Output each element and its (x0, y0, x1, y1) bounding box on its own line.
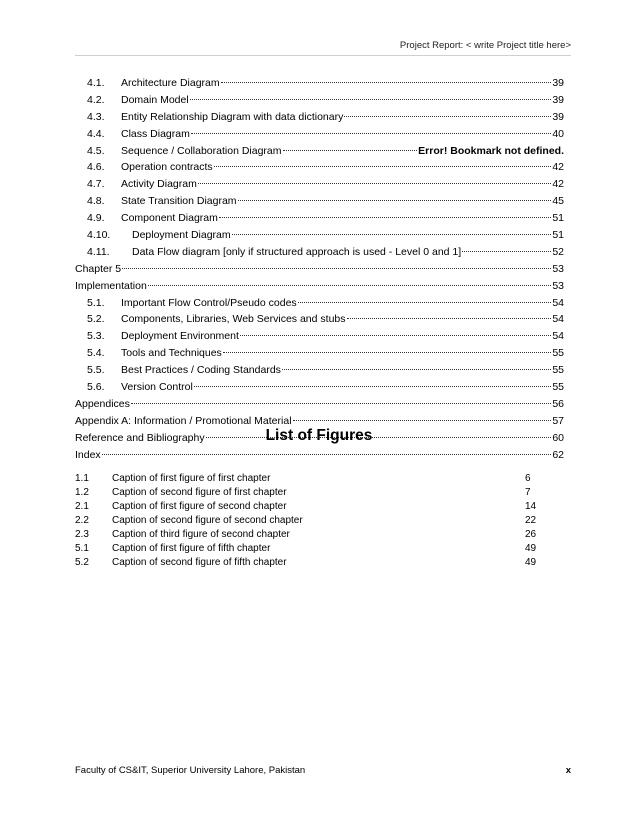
figure-number: 2.3 (75, 529, 89, 540)
toc-entry-title: Activity Diagram (121, 178, 197, 191)
footer-institution: Faculty of CS&IT, Superior University Lahore, Pakistan (75, 765, 306, 776)
toc-entry-page: 45 (552, 195, 564, 208)
running-header: Project Report: < write Project title here> (399, 40, 571, 51)
toc-entry-title: Class Diagram (121, 127, 190, 140)
toc-dot-leader (293, 420, 552, 421)
toc-entry-page: 52 (552, 245, 564, 258)
toc-entry-page: 42 (552, 178, 564, 191)
toc-entry-title: Sequence / Collaboration Diagram (121, 144, 282, 157)
toc-entry-page: 53 (552, 262, 564, 275)
figure-number: 1.1 (75, 473, 89, 484)
figure-entry[interactable] (75, 528, 545, 542)
toc-entry[interactable] (75, 379, 564, 396)
figure-number: 2.2 (75, 515, 89, 526)
toc-entry-page: 54 (552, 330, 564, 343)
toc-entry-page: 39 (552, 77, 564, 89)
toc-entry[interactable] (75, 176, 564, 193)
toc-entry-page: 54 (552, 313, 564, 326)
toc-dot-leader (221, 82, 552, 83)
toc-entry-page: 55 (552, 347, 564, 360)
toc-entry-title: Appendices (75, 397, 130, 410)
toc-entry-number: 5.6. (87, 381, 105, 394)
toc-entry-number: 4.4. (87, 127, 105, 140)
toc-dot-leader (198, 183, 551, 184)
toc-entry-title: Important Flow Control/Pseudo codes (121, 296, 297, 309)
toc-entry[interactable] (75, 210, 564, 227)
figure-entry[interactable] (75, 542, 545, 556)
toc-dot-leader (344, 116, 551, 117)
toc-entry-title: Chapter 5 (75, 262, 122, 275)
toc-entry-title: Deployment Environment (121, 330, 239, 343)
toc-entry[interactable] (75, 295, 564, 312)
toc-entry-title: Index (75, 448, 101, 461)
toc-dot-leader (148, 285, 552, 286)
toc-entry[interactable] (75, 193, 564, 210)
toc-entry-page: 51 (552, 212, 564, 225)
figure-number: 1.2 (75, 487, 89, 498)
figure-caption: Caption of second figure of fifth chapter (112, 557, 287, 568)
toc-dot-leader (214, 166, 552, 167)
toc-entry-page: 60 (552, 431, 564, 444)
toc-entry-number: 4.7. (87, 178, 105, 191)
toc-entry-number: 5.1. (87, 296, 105, 309)
toc-entry[interactable] (75, 92, 564, 109)
toc-entry-page: 53 (552, 279, 564, 292)
toc-dot-leader (298, 302, 552, 303)
figure-entry[interactable] (75, 472, 545, 486)
figure-number: 5.1 (75, 543, 89, 554)
figure-number: 5.2 (75, 557, 89, 568)
toc-entry-number: 4.6. (87, 161, 105, 174)
toc-dot-leader (131, 403, 551, 404)
toc-entry-page: 40 (552, 127, 564, 140)
header-rule (75, 55, 571, 56)
toc-entry-title: Operation contracts (121, 161, 213, 174)
toc-dot-leader (190, 99, 552, 100)
figure-caption: Caption of second figure of second chapter (112, 515, 303, 526)
toc-entry-number: 4.1. (87, 77, 105, 89)
toc-entry-number: 4.2. (87, 93, 105, 106)
figure-number: 2.1 (75, 501, 89, 512)
figure-page: 22 (525, 515, 537, 526)
toc-entry-title: Tools and Techniques (121, 347, 222, 360)
figure-page: 26 (525, 529, 537, 540)
toc-entry-number: 5.2. (87, 313, 105, 326)
toc-entry-number: 4.3. (87, 110, 105, 123)
toc-entry-title: Deployment Diagram (132, 229, 231, 242)
toc-dot-leader (194, 386, 552, 387)
toc-entry-page: 55 (552, 364, 564, 377)
toc-entry-number: 5.3. (87, 330, 105, 343)
toc-entry-title: Implementation (75, 279, 147, 292)
toc-entry[interactable] (75, 227, 564, 244)
toc-entry[interactable] (75, 109, 564, 126)
toc-entry[interactable] (75, 311, 564, 328)
figure-caption: Caption of first figure of fifth chapter (112, 543, 271, 554)
figure-caption: Caption of first figure of first chapter (112, 473, 271, 484)
toc-dot-leader (102, 454, 552, 455)
toc-dot-leader (238, 200, 552, 201)
toc-dot-leader (232, 234, 552, 235)
toc-entry-page: Error! Bookmark not defined. (418, 144, 564, 157)
figure-caption: Caption of third figure of second chapter (112, 529, 290, 540)
toc-entry-number: 5.5. (87, 364, 105, 377)
figure-page: 6 (525, 473, 531, 484)
toc-entry-page: 51 (552, 229, 564, 242)
toc-entry[interactable] (75, 328, 564, 345)
toc-entry-number: 5.4. (87, 347, 105, 360)
toc-entry[interactable] (75, 143, 564, 160)
figure-caption: Caption of first figure of second chapter (112, 501, 287, 512)
figure-page: 49 (525, 543, 537, 554)
toc-entry[interactable] (75, 126, 564, 143)
toc-entry-page: 57 (552, 414, 564, 427)
toc-dot-leader (122, 268, 551, 269)
toc-entry[interactable] (75, 75, 564, 92)
toc-entry-title: Appendix A: Information / Promotional Material (75, 414, 292, 427)
list-of-figures-title: List of Figures (265, 427, 373, 444)
toc-entry[interactable] (75, 345, 564, 362)
toc-dot-leader (347, 318, 552, 319)
figure-page: 49 (525, 557, 537, 568)
toc-entry-page: 62 (552, 448, 564, 461)
figure-entry[interactable] (75, 556, 545, 570)
toc-dot-leader (282, 369, 551, 370)
list-of-figures (75, 472, 545, 570)
toc-entry-number: 4.9. (87, 212, 105, 225)
toc-dot-leader (223, 352, 552, 353)
toc-entry-title: Version Control (121, 381, 193, 394)
toc-entry-title: Data Flow diagram [only if structured approach is used - Level 0 and 1] (132, 245, 462, 258)
toc-dot-leader (240, 335, 551, 336)
toc-entry-number: 4.8. (87, 195, 105, 208)
toc-entry[interactable] (75, 362, 564, 379)
toc-entry-page: 39 (552, 93, 564, 106)
toc-entry-page: 56 (552, 397, 564, 410)
table-of-contents (75, 75, 564, 463)
figure-caption: Caption of second figure of first chapter (112, 487, 287, 498)
toc-entry[interactable] (75, 278, 564, 295)
figure-page: 14 (525, 501, 537, 512)
toc-entry-title: State Transition Diagram (121, 195, 237, 208)
toc-entry-title: Entity Relationship Diagram with data dictionary (121, 110, 344, 123)
toc-entry-page: 42 (552, 161, 564, 174)
toc-entry-title: Component Diagram (121, 212, 218, 225)
toc-entry-title: Best Practices / Coding Standards (121, 364, 281, 377)
toc-entry-number: 4.5. (87, 144, 105, 157)
toc-entry-number: 4.11. (87, 245, 110, 258)
toc-dot-leader (283, 150, 418, 151)
toc-entry-page: 54 (552, 296, 564, 309)
toc-entry-title: Components, Libraries, Web Services and stubs (121, 313, 346, 326)
toc-entry-number: 4.10. (87, 229, 111, 242)
toc-entry-page: 39 (552, 110, 564, 123)
toc-entry[interactable] (75, 447, 564, 464)
figure-entry[interactable] (75, 500, 545, 514)
toc-entry[interactable] (75, 159, 564, 176)
toc-dot-leader (219, 217, 551, 218)
toc-entry-title: Reference and Bibliography (75, 431, 205, 444)
toc-dot-leader (191, 133, 551, 134)
page-footer (75, 765, 571, 776)
figure-entry[interactable] (75, 486, 545, 500)
toc-entry[interactable] (75, 261, 564, 278)
footer-page-number: x (565, 765, 571, 776)
toc-entry-title: Domain Model (121, 93, 189, 106)
toc-dot-leader (462, 251, 551, 252)
toc-entry[interactable] (75, 244, 564, 261)
figure-entry[interactable] (75, 514, 545, 528)
toc-entry[interactable] (75, 396, 564, 413)
toc-entry-page: 55 (552, 381, 564, 394)
figure-page: 7 (525, 487, 531, 498)
toc-entry-title: Architecture Diagram (121, 77, 220, 89)
